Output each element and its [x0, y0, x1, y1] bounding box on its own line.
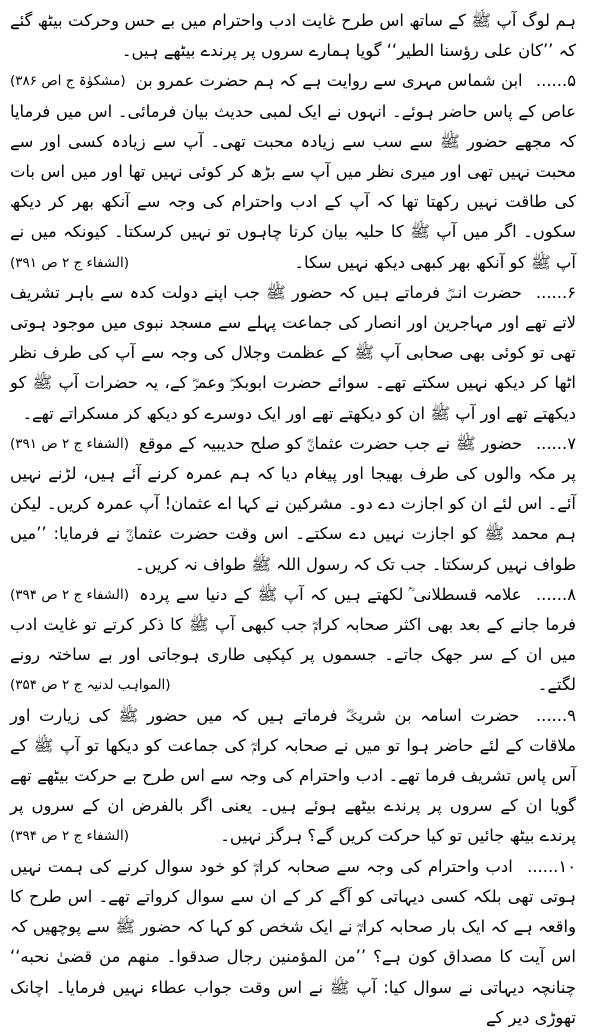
- citation: (الشفاء ج ۲ ص ۳۹۴): [10, 586, 129, 603]
- paragraph-number: ۹......: [535, 705, 576, 725]
- paragraph-text: علامہ قسطلانی ؒ لکھتے ہیں کہ آپ ﷺ کے دنیا سے پردہ فرما جانے کے بعد بھی اکثر صحابہ کرامؓ جب کبھی آپ ﷺ کا ذکر کرتے تو غایت ادب میں ان کے سر جھک جاتے۔ جسموں پر کپکپی طاری ہوجاتی اور بے ساختہ رونے لگتے۔: [10, 584, 576, 695]
- paragraph-4-continued: [10, 6, 576, 90]
- paragraph-number: ۶......: [535, 282, 576, 302]
- paragraph-10: [10, 852, 576, 1033]
- citation: (الشفاء ج ۲ ص ۳۹۱): [10, 435, 129, 452]
- paragraph-text: حضرت انسؓ فرماتے ہیں کہ حضور ﷺ جب اپنے دولت کدہ سے باہر تشریف لاتے تھے اور مہاجرین اور انصار کی جماعت پہلے سے مسجد نبوی میں موجود ہوتی تھی تو کوئی بھی صحابی آپ ﷺ کے عظمت وجلال کی وجہ سے آپ کی طرف نظر اٹھا کر دیکھ نہیں سکتے تھے۔ سوائے حضرت ابوبکرؓ وعمرؓ کے، یہ حضرات آپ ﷺ کو دیکھتے تھے اور آپ ﷺ ان کو دیکھتے تھے اور ایک دوسرے کو دیکھ کر مسکراتے تھے۔: [10, 282, 576, 423]
- paragraph-text: حضور ﷺ نے جب حضرت عثمانؓ کو صلح حدیبیہ کے موقع پر مکہ والوں کی طرف بھیجا اور پیغام دیا کہ ہم عمرہ کرنے آئے ہیں، لڑنے نہیں آئے۔ اس لئے ان کو اجازت دے دو۔ مشرکین نے کہا اے عثمان! آپ عمرہ کریں۔ لیکن ہم محمد ﷺ کو اجازت نہیں دے سکتے۔ اس وقت حضرت عثمانؓ نے فرمایا: ’’میں طواف نہیں کرسکتا۔ جب تک کہ رسول اللہ ﷺ طواف نہ کریں۔: [10, 433, 576, 574]
- paragraph-text: ابن شماس مہری سے روایت ہے کہ ہم حضرت عمرو بن عاص کے پاس حاضر ہوئے۔ انہوں نے ایک لمبی حدیث بیان فرمائی۔ اس میں فرمایا کہ مجھے حضور ﷺ سے سب سے زیادہ محبت تھی۔ آپ سے زیادہ کسی اور سے محبت نہیں تھی اور میری نظر میں آپ سے بڑھ کر کوئی نہیں تھا اور میں اس بات کی طاقت نہیں رکھتا تھا کہ آپ کے ادب واحترام کی وجہ سے آنکھ بھر کر دیکھ سکوں۔ اگر میں آپ ﷺ کا حلیہ بیان کرنا چاہوں تو نہیں کرسکتا۔ کیونکہ میں نے آپ ﷺ کو آنکھ بھر کبھی دیکھ نہیں سکا۔: [10, 71, 576, 272]
- paragraph-number: ۸......: [535, 584, 576, 604]
- paragraph-text: حضرت اسامہ بن شریکؓ فرماتے ہیں کہ میں حضور ﷺ کی زیارت اور ملاقات کے لئے حاضر ہوا تو میں نے صحابہ کرامؓ کی جماعت کو دیکھا تو آپ ﷺ کے آس پاس تشریف فرما تھے۔ ادب واحترام کی وجہ سے اس طرح بے حرکت بیٹھے تھے گویا ان کے سروں پر پرندے بیٹھے ہوئے ہیں۔ یعنی اگر بالفرض ان کے سروں پر پرندے بیٹھ جائیں تو کیا حرکت کریں گے؟ ہرگز نہیں۔: [10, 705, 576, 846]
- paragraph-number: ۱۰......: [527, 856, 576, 876]
- paragraph-5: [10, 66, 576, 277]
- citation: (المواہب لدنیہ ج ۲ ص ۳۵۴): [10, 677, 171, 694]
- paragraph-text: ہم لوگ آپ ﷺ کے ساتھ اس طرح غایت ادب واحترام میں بے حس وحرکت بیٹھ گئے کہ ’’کان علی رؤسنا الطیر‘‘ گویا ہمارے سروں پر پرندے بیٹھے ہیں۔: [10, 11, 576, 61]
- paragraph-number: ۷......: [535, 433, 576, 453]
- paragraph-text: ادب واحترام کی وجہ سے صحابہ کرامؓ کو خود سوال کرنے کی ہمت نہیں ہوتی تھی بلکہ کسی دیہاتی کو آگے کر کے ان سے سوال کرواتے تھے۔ اس طرح کا واقعہ ہے کہ ایک بار صحابہ کرامؓ نے ایک شخص کو کہا کہ حضور ﷺ سے پوچھیں کہ اس آیت کا مصداق کون ہے؟ ’’من المؤمنین رجال صدقوا۔ منهم من قضیٰ نحبه‘‘ چنانچہ دیہاتی نے سوال کیا: آپ ﷺ نے اس وقت جواب عطاء نہیں فرمایا۔ اچانک تھوڑی دیر کے: [10, 856, 576, 1027]
- paragraph-9: [10, 701, 576, 852]
- citation: (الشفاء ج ۲ ص ۳۹۱): [10, 254, 129, 271]
- paragraph-number: ۵......: [535, 71, 576, 91]
- citation: (مشکوٰۃ ج اص ۳۸۶): [10, 73, 126, 90]
- paragraph-6: [10, 278, 576, 452]
- citation: (الشفاء ج ۲ ص ۳۹۴): [10, 828, 129, 845]
